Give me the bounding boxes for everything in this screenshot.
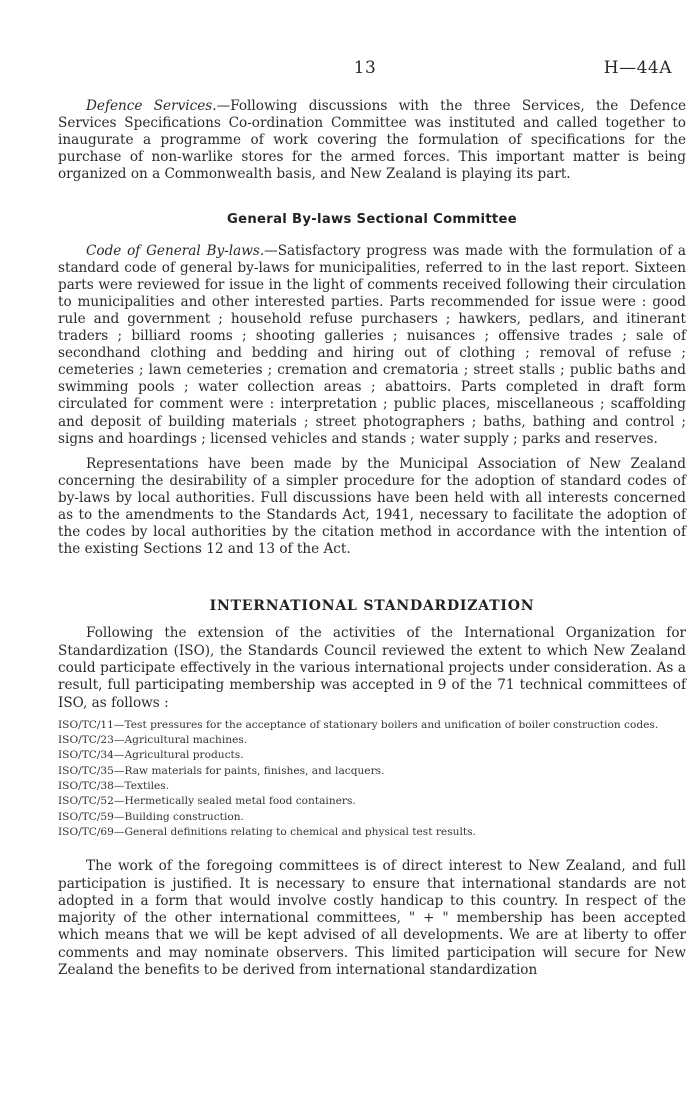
technical-committee-list xyxy=(58,718,686,840)
international-paragraph-2: The work of the foregoing committees is of direct interest to New Zealand, and full participation is justified. It is necessary to ensure that international standards are not adopted in a form that would involve costly handicap to this country. In respect of the majority of the other international committees, " + " membership has been accepted which means that we will be kept advised of all developments. We are at liberty to offer comments and may nominate observers. This limited participation will secure for New Zealand the benefits to be derived from international standardization xyxy=(58,858,686,978)
paper-reference: H—44A xyxy=(603,58,672,78)
page-number: 13 xyxy=(353,58,377,78)
bylaws-paragraph-2: Representations have been made by the Municipal Association of New Zealand concerning the desirability of a simpler procedure for the adoption of standard codes of by-laws by local authorities. Full discussions have been held with all interests concerned as to the amendments to the Standards Act, 1941, necessary to facilitate the adoption of the codes by local authorities by the citation method in accordance with the intention of the existing Sections 12 and 13 of the Act. xyxy=(58,455,686,558)
bylaws-paragraph-1 xyxy=(58,243,686,448)
defence-services-text: —Following discussions with the three Services, the Defence Services Specifications Co-ordination Committee was instituted and called together to inaugurate a programme of work covering the formulation of specifications for the purchase of non-warlike stores for the armed forces. This important matter is being organized on a Commonwealth basis, and New Zealand is playing its part. xyxy=(58,98,686,183)
bylaws-lead: Code of General By-laws. xyxy=(86,242,265,259)
bylaws-section-title: General By-laws Sectional Committee xyxy=(226,212,518,228)
list-item: ISO/TC/23—Agricultural machines. xyxy=(58,734,248,747)
list-item: ISO/TC/59—Building construction. xyxy=(58,810,244,823)
defence-services-lead: Defence Services. xyxy=(86,98,217,114)
international-section-title: INTERNATIONAL STANDARDIZATION xyxy=(209,598,535,615)
defence-services-paragraph xyxy=(58,98,686,183)
page-body xyxy=(58,98,686,979)
bylaws-text: —Satisfactory progress was made with the formulation of a standard code of general by-laws for municipalities, referred to in the last report. Sixteen parts were reviewed for issue in the light of comments received following their circulation to municipalities and other interested parties. Parts recommended for issue were : good rule and government ; household refuse purchasers ; hawkers, pedlars, and itinerant traders ; billiard rooms ; shooting galleries ; nuisances ; offensive trades ; sale of secondhand clothing and bedding and hiring out of clothing ; removal of refuse ; cemeteries ; lawn cemeteries ; cremation and crematoria ; street stalls ; public baths and swimming pools ; water collection areas ; abattoirs. Parts completed in draft form circulated for comment were : interpretation ; public places, miscellaneous ; scaffolding and deposit of building materials ; street photographers ; baths, bathing and control ; signs and hoardings ; licensed vehicles and stands ; water supply ; parks and reserves. xyxy=(58,242,686,447)
international-paragraph-1: Following the extension of the activities of the International Organization for Standardization (ISO), the Standards Council reviewed the extent to which New Zealand could participate effectively in the various international projects under consideration. As a result, full participating membership was accepted in 9 of the 71 technical committees of ISO, as follows : xyxy=(58,625,686,711)
list-item: ISO/TC/52—Hermetically sealed metal food containers. xyxy=(58,795,356,808)
list-item: ISO/TC/35—Raw materials for paints, finishes, and lacquers. xyxy=(58,764,385,777)
list-item: ISO/TC/69—General definitions relating to chemical and physical test results. xyxy=(58,825,476,838)
list-item: ISO/TC/38—Textiles. xyxy=(58,780,170,793)
page-header xyxy=(58,60,672,82)
list-item: ISO/TC/11—Test pressures for the acceptance of stationary boilers and unification of boiler construction codes. xyxy=(58,718,659,731)
list-item: ISO/TC/34—Agricultural products. xyxy=(58,749,244,762)
